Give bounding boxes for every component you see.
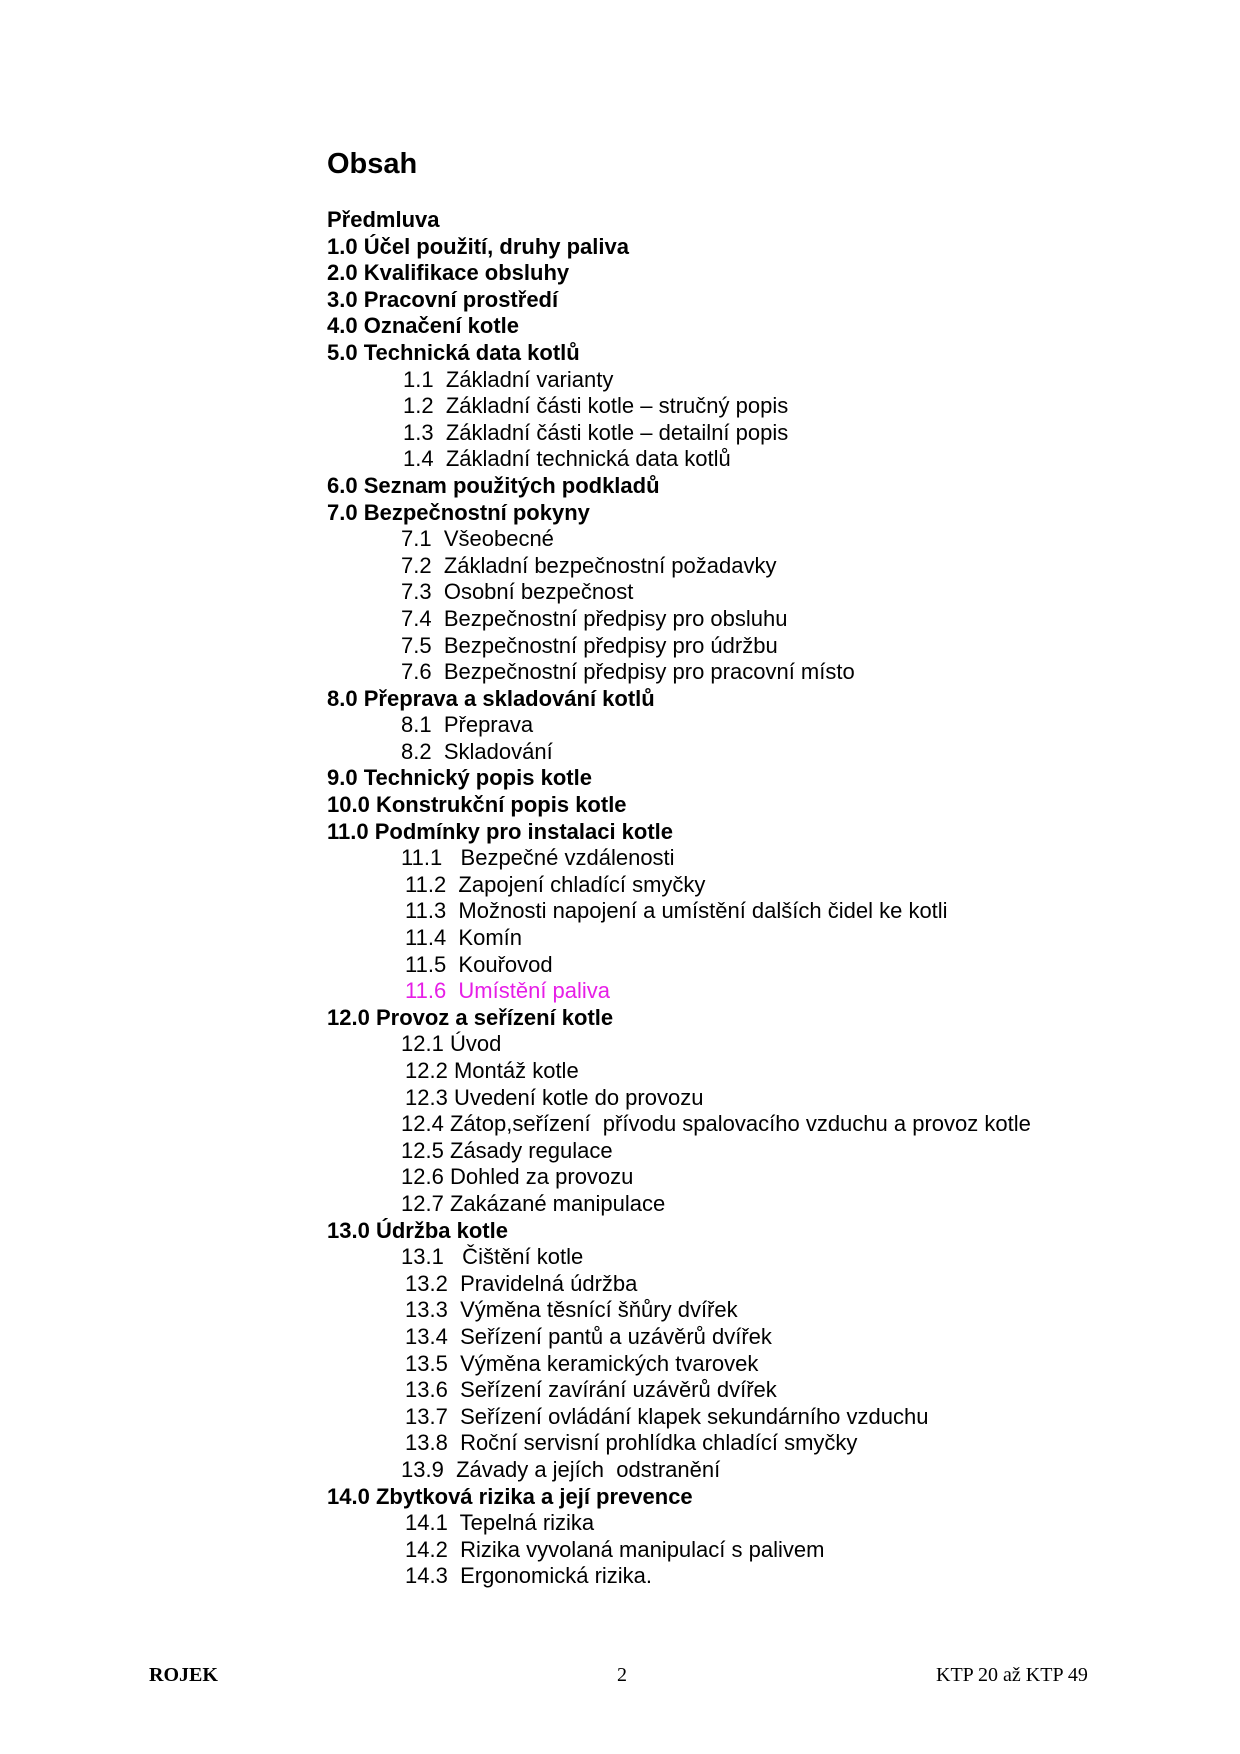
toc-number: 7.0	[327, 499, 358, 525]
toc-subsection	[327, 1563, 1187, 1590]
toc-subsection	[327, 633, 1187, 660]
toc-title: Seřízení zavírání uzávěrů dvířek	[460, 1377, 777, 1403]
toc-subsection	[327, 1510, 1187, 1537]
toc-title: Úvod	[449, 1031, 502, 1057]
footer-company: ROJEK	[149, 1664, 218, 1686]
toc-number: 12.6	[401, 1164, 444, 1190]
toc-number: 1.4	[403, 446, 434, 472]
toc-subsection	[327, 1058, 1187, 1085]
toc-title: Podmínky pro instalaci kotle	[374, 818, 674, 844]
toc-chapter	[327, 234, 1187, 261]
toc-number: 9.0	[327, 765, 358, 791]
toc-title: Zbytková rizika a její prevence	[375, 1483, 693, 1509]
toc-number: 11.0	[327, 818, 369, 844]
toc-title: Označení kotle	[363, 313, 519, 339]
toc-title: Provoz a seřízení kotle	[375, 1004, 614, 1030]
toc-subsection	[327, 367, 1187, 394]
toc-number: 7.3	[401, 579, 432, 605]
footer-page-number: 2	[617, 1664, 627, 1686]
toc-subsection	[327, 1351, 1187, 1378]
toc-number: 13.4	[405, 1323, 448, 1349]
toc-subsection	[327, 420, 1187, 447]
toc-chapter	[327, 1218, 1187, 1245]
toc-title: Ergonomická rizika.	[460, 1563, 653, 1589]
toc-number: 10.0	[327, 792, 370, 818]
toc-title: Možnosti napojení a umístění dalších čidel ke kotli	[458, 898, 948, 924]
toc-title: Skladování	[443, 738, 553, 764]
toc-number: 12.7	[401, 1190, 444, 1216]
toc-subsection	[327, 1271, 1187, 1298]
toc-number: 12.0	[327, 1004, 370, 1030]
toc-subsection	[327, 606, 1187, 633]
toc-number: 14.1	[405, 1510, 448, 1536]
toc-title: Přeprava	[443, 712, 534, 738]
toc-title: Základní části kotle – detailní popis	[445, 419, 789, 445]
toc-title: Uvedení kotle do provozu	[453, 1084, 704, 1110]
toc-number: 7.4	[401, 605, 432, 631]
toc-number: 11.5	[405, 951, 447, 977]
toc-subsection	[327, 1085, 1187, 1112]
toc-number: 12.4	[401, 1111, 444, 1137]
toc-subsection	[327, 1430, 1187, 1457]
toc-subsection	[327, 952, 1187, 979]
toc-subsection	[327, 1164, 1187, 1191]
toc-title: Umístění paliva	[458, 978, 611, 1004]
toc-title: Technický popis kotle	[363, 765, 592, 791]
toc-number: 7.1	[401, 526, 432, 552]
toc-number: 13.0	[327, 1217, 370, 1243]
toc-number: 4.0	[327, 313, 358, 339]
toc-subsection	[327, 712, 1187, 739]
toc-number: 11.2	[405, 871, 447, 897]
toc-title: Zakázané manipulace	[449, 1190, 666, 1216]
toc-title: Kvalifikace obsluhy	[363, 260, 570, 286]
toc-number: 2.0	[327, 260, 358, 286]
toc-title: Čištění kotle	[456, 1244, 584, 1270]
toc-subsection	[327, 446, 1187, 473]
toc-chapter	[327, 819, 1187, 846]
toc-number: 7.2	[401, 552, 432, 578]
toc-title: Dohled za provozu	[449, 1164, 634, 1190]
toc-title: Pracovní prostředí	[363, 286, 559, 312]
toc-title: Bezpečnostní předpisy pro údržbu	[443, 632, 778, 658]
toc-title: Seznam použitých podkladů	[363, 472, 660, 498]
toc-title: Závady a jejích odstranění	[456, 1456, 721, 1482]
toc-title: Bezpečné vzdálenosti	[454, 845, 675, 871]
toc-title: Bezpečnostní pokyny	[363, 499, 590, 525]
toc-number: 11.4	[405, 925, 447, 951]
page-footer	[0, 1661, 1240, 1689]
toc-subsection	[327, 1138, 1187, 1165]
toc-number: 13.2	[405, 1270, 448, 1296]
toc-subsection	[327, 739, 1187, 766]
toc-title: Údržba kotle	[375, 1217, 508, 1243]
toc-number: 13.1	[401, 1244, 444, 1270]
toc-number: 5.0	[327, 339, 358, 365]
toc-subsection	[327, 393, 1187, 420]
toc-number: 11.1	[401, 845, 443, 871]
toc-title: Seřízení ovládání klapek sekundárního vzduchu	[460, 1403, 929, 1429]
toc-title: Montáž kotle	[453, 1058, 579, 1083]
toc-chapter	[327, 473, 1187, 500]
toc-title: Zapojení chladící smyčky	[458, 871, 706, 897]
toc-number: 13.5	[405, 1350, 448, 1376]
toc-number: 6.0	[327, 472, 358, 498]
toc-chapter	[327, 765, 1187, 792]
toc-number: 1.0	[327, 233, 358, 259]
toc-chapter	[327, 260, 1187, 287]
toc-chapter	[327, 313, 1187, 340]
toc-title: Základní varianty	[445, 366, 614, 392]
toc-title: Základní bezpečnostní požadavky	[443, 552, 777, 578]
toc-subsection	[327, 1377, 1187, 1404]
toc-subsection	[327, 1297, 1187, 1324]
toc-subsection	[327, 1404, 1187, 1431]
toc-subsection	[327, 553, 1187, 580]
toc-number: 14.0	[327, 1483, 370, 1509]
toc-number: 13.6	[405, 1377, 448, 1403]
toc-number: 14.2	[405, 1536, 448, 1562]
toc-number: 7.5	[401, 632, 432, 658]
toc-number: 13.3	[405, 1297, 448, 1323]
toc-number: 12.1	[401, 1031, 444, 1057]
toc-title: Přeprava a skladování kotlů	[363, 685, 655, 711]
toc-number: 3.0	[327, 286, 358, 312]
toc-subsection	[327, 1111, 1187, 1138]
toc-title: Účel použití, druhy paliva	[363, 233, 629, 259]
toc-title: Pravidelná údržba	[460, 1270, 638, 1296]
toc-chapter	[327, 686, 1187, 713]
toc-subsection	[327, 1324, 1187, 1351]
toc-title: Předmluva	[327, 207, 440, 232]
toc-title: Základní části kotle – stručný popis	[445, 393, 789, 419]
toc-title: Roční servisní prohlídka chladící smyčky	[460, 1430, 858, 1456]
toc-number: 12.5	[401, 1137, 444, 1163]
toc-subsection	[327, 872, 1187, 899]
toc-chapter	[327, 1005, 1187, 1032]
toc-title: Osobní bezpečnost	[443, 579, 634, 605]
toc-subsection	[327, 1031, 1187, 1058]
toc-number: 8.0	[327, 685, 358, 711]
toc-title: Technická data kotlů	[363, 339, 580, 365]
toc-chapter	[327, 287, 1187, 314]
toc-title: Zátop,seřízení přívodu spalovacího vzduchu a provoz kotle	[449, 1111, 1031, 1137]
toc-number: 13.9	[401, 1456, 444, 1482]
toc-number: 11.3	[405, 898, 447, 924]
toc-chapter	[327, 500, 1187, 527]
toc-title: Základní technická data kotlů	[445, 446, 731, 472]
toc-number: 8.1	[401, 712, 432, 738]
toc-chapter	[327, 207, 1187, 234]
toc-chapter	[327, 792, 1187, 819]
page-title: Obsah	[327, 148, 418, 180]
toc-number: 11.6	[405, 978, 447, 1004]
toc-title: Komín	[458, 925, 523, 951]
toc-number: 13.7	[405, 1403, 448, 1429]
toc-number: 8.2	[401, 738, 432, 764]
toc-subsection	[327, 978, 1187, 1005]
toc-subsection	[327, 526, 1187, 553]
toc-title: Výměna těsnící šňůry dvířek	[460, 1297, 738, 1323]
toc-title: Rizika vyvolaná manipulací s palivem	[460, 1536, 825, 1562]
toc-number: 12.3	[405, 1084, 448, 1110]
footer-model-range: KTP 20 až KTP 49	[936, 1664, 1088, 1686]
toc-subsection	[327, 1457, 1187, 1484]
toc-subsection	[327, 1244, 1187, 1271]
toc-chapter	[327, 340, 1187, 367]
toc-number: 13.8	[405, 1430, 448, 1456]
toc-title: Všeobecné	[443, 526, 554, 552]
toc-chapter	[327, 1484, 1187, 1511]
toc-title: Konstrukční popis kotle	[375, 792, 627, 818]
toc-title: Výměna keramických tvarovek	[460, 1350, 759, 1376]
toc-title: Bezpečnostní předpisy pro pracovní místo	[443, 659, 855, 685]
toc-subsection	[327, 1537, 1187, 1564]
toc-number: 7.6	[401, 659, 432, 685]
toc-subsection	[327, 579, 1187, 606]
toc-subsection	[327, 898, 1187, 925]
toc-number: 12.2	[405, 1058, 448, 1083]
toc-subsection	[327, 845, 1187, 872]
toc-number: 1.1	[403, 366, 434, 392]
toc-title: Kouřovod	[458, 951, 553, 977]
toc-subsection	[327, 925, 1187, 952]
toc-title: Zásady regulace	[449, 1137, 613, 1163]
toc-title: Bezpečnostní předpisy pro obsluhu	[443, 605, 788, 631]
table-of-contents	[327, 207, 1187, 1590]
toc-subsection	[327, 1191, 1187, 1218]
toc-title: Tepelná rizika	[459, 1510, 595, 1536]
toc-number: 14.3	[405, 1563, 448, 1589]
toc-number: 1.3	[403, 419, 434, 445]
toc-subsection	[327, 659, 1187, 686]
toc-number: 1.2	[403, 393, 434, 419]
toc-title: Seřízení pantů a uzávěrů dvířek	[460, 1323, 772, 1349]
